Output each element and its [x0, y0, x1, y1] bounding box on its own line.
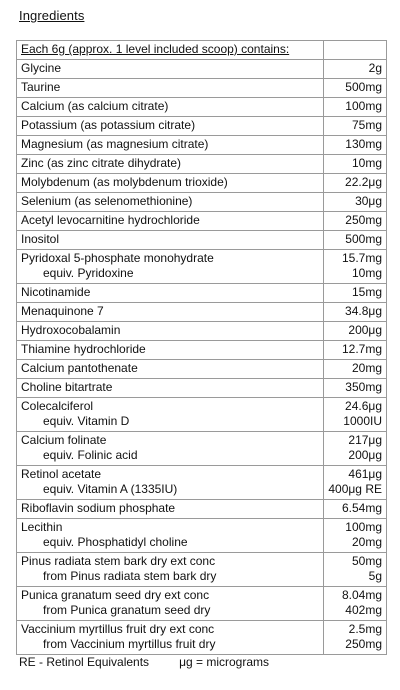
ingredient-equivalent-amount: 1000IU — [343, 414, 382, 428]
ingredient-amount-cell — [324, 212, 387, 231]
ingredient-name: Thiamine hydrochloride — [21, 342, 146, 356]
ingredient-name-cell — [17, 303, 324, 322]
table-row — [17, 360, 387, 379]
ingredient-equivalent-amount: 402mg — [345, 603, 382, 617]
ingredient-name-cell — [17, 621, 324, 655]
ingredient-amount-cell — [324, 193, 387, 212]
ingredient-equivalent-name: equiv. Phosphatidyl choline — [43, 535, 188, 549]
ingredient-amount-cell — [324, 379, 387, 398]
table-row — [17, 174, 387, 193]
ingredient-name: Pyridoxal 5-phosphate monohydrate — [21, 251, 214, 265]
ingredient-name-cell — [17, 284, 324, 303]
ingredient-amount: 130mg — [345, 137, 382, 151]
footnote-retinol-equivalents: RE - Retinol Equivalents — [19, 655, 150, 669]
table-header-label: Each 6g (approx. 1 level included scoop) contains: — [17, 41, 324, 60]
table-row — [17, 117, 387, 136]
ingredient-amount: 350mg — [345, 380, 382, 394]
ingredient-amount: 75mg — [351, 118, 382, 132]
ingredient-name: Calcium pantothenate — [21, 361, 138, 375]
ingredient-name-cell — [17, 360, 324, 379]
ingredient-amount-cell — [324, 60, 387, 79]
ingredient-name-cell — [17, 466, 324, 500]
table-row — [17, 621, 387, 655]
ingredient-name: Choline bitartrate — [21, 380, 113, 394]
ingredient-name: Retinol acetate — [21, 467, 102, 481]
table-row — [17, 553, 387, 587]
ingredient-amount-cell — [324, 98, 387, 117]
table-row — [17, 398, 387, 432]
table-row — [17, 193, 387, 212]
table-row — [17, 155, 387, 174]
ingredient-equivalent-name: from Pinus radiata stem bark dry — [43, 569, 217, 583]
ingredient-name-cell — [17, 341, 324, 360]
table-row — [17, 250, 387, 284]
page-title: Ingredients — [19, 8, 85, 23]
ingredient-name-cell — [17, 398, 324, 432]
ingredient-amount: 500mg — [345, 232, 382, 246]
table-row — [17, 284, 387, 303]
table-row — [17, 587, 387, 621]
ingredients-table-body — [17, 41, 387, 655]
ingredient-name-cell — [17, 519, 324, 553]
ingredient-name-cell — [17, 155, 324, 174]
ingredient-name: Taurine — [21, 80, 61, 94]
ingredient-name: Molybdenum (as molybdenum trioxide) — [21, 175, 228, 189]
ingredient-name-cell — [17, 500, 324, 519]
table-row — [17, 303, 387, 322]
ingredient-amount-cell — [324, 322, 387, 341]
ingredient-amount-cell — [324, 360, 387, 379]
ingredient-name: Menaquinone 7 — [21, 304, 104, 318]
ingredient-amount-cell — [324, 432, 387, 466]
ingredient-name-cell — [17, 193, 324, 212]
ingredient-equivalent-amount: 400μg RE — [328, 482, 382, 496]
ingredient-name: Zinc (as zinc citrate dihydrate) — [21, 156, 182, 170]
table-row — [17, 136, 387, 155]
ingredient-name-cell — [17, 60, 324, 79]
ingredient-name-cell — [17, 212, 324, 231]
ingredient-name-cell — [17, 587, 324, 621]
ingredient-name-cell — [17, 553, 324, 587]
ingredient-amount: 10mg — [351, 156, 382, 170]
ingredient-equivalent-name: equiv. Pyridoxine — [43, 266, 134, 280]
table-row — [17, 212, 387, 231]
ingredient-amount: 8.04mg — [341, 588, 382, 602]
ingredient-amount-cell — [324, 466, 387, 500]
ingredient-equivalent-name: from Punica granatum seed dry — [43, 603, 211, 617]
table-row — [17, 231, 387, 250]
table-header-amount-cell — [324, 41, 387, 60]
ingredient-name: Punica granatum seed dry ext conc — [21, 588, 210, 602]
ingredient-amount: 2.5mg — [348, 622, 382, 636]
ingredient-name: Potassium (as potassium citrate) — [21, 118, 196, 132]
footnote — [19, 655, 269, 669]
ingredient-amount: 15.7mg — [341, 251, 382, 265]
ingredient-amount-cell — [324, 587, 387, 621]
ingredient-amount: 15mg — [351, 285, 382, 299]
ingredient-amount-cell — [324, 303, 387, 322]
table-row — [17, 432, 387, 466]
ingredient-amount: 250mg — [345, 213, 382, 227]
ingredients-table — [16, 40, 387, 655]
ingredient-name: Glycine — [21, 61, 62, 75]
ingredient-amount: 34.8μg — [345, 304, 382, 318]
ingredient-amount-cell — [324, 136, 387, 155]
ingredient-name-cell — [17, 250, 324, 284]
ingredient-amount: 500mg — [345, 80, 382, 94]
ingredient-name: Pinus radiata stem bark dry ext conc — [21, 554, 216, 568]
ingredient-amount: 24.6μg — [345, 399, 382, 413]
ingredient-name-cell — [17, 322, 324, 341]
table-row — [17, 79, 387, 98]
ingredient-equivalent-amount: 5g — [368, 569, 382, 583]
table-row — [17, 519, 387, 553]
ingredient-name: Nicotinamide — [21, 285, 91, 299]
ingredient-name: Lecithin — [21, 520, 63, 534]
table-header-row — [17, 41, 387, 60]
ingredient-amount-cell — [324, 231, 387, 250]
ingredient-amount-cell — [324, 341, 387, 360]
ingredient-amount: 12.7mg — [341, 342, 382, 356]
table-row — [17, 466, 387, 500]
ingredient-name: Calcium (as calcium citrate) — [21, 99, 169, 113]
table-row — [17, 60, 387, 79]
ingredient-amount: 22.2μg — [345, 175, 382, 189]
footnote-micrograms: μg = micrograms — [179, 655, 269, 669]
ingredient-name: Acetyl levocarnitine hydrochloride — [21, 213, 200, 227]
ingredient-amount: 6.54mg — [341, 501, 382, 515]
ingredient-name-cell — [17, 432, 324, 466]
ingredient-amount-cell — [324, 500, 387, 519]
table-row — [17, 341, 387, 360]
ingredient-name-cell — [17, 136, 324, 155]
ingredient-amount-cell — [324, 621, 387, 655]
ingredient-amount: 20mg — [351, 361, 382, 375]
ingredient-amount-cell — [324, 79, 387, 98]
ingredient-amount-cell — [324, 250, 387, 284]
ingredient-name-cell — [17, 98, 324, 117]
ingredient-equivalent-name: equiv. Folinic acid — [43, 448, 138, 462]
ingredient-name: Riboflavin sodium phosphate — [21, 501, 176, 515]
ingredient-amount: 30μg — [355, 194, 382, 208]
ingredient-name: Selenium (as selenomethionine) — [21, 194, 193, 208]
ingredient-amount-cell — [324, 519, 387, 553]
ingredient-amount: 200μg — [348, 323, 382, 337]
ingredient-amount-cell — [324, 553, 387, 587]
ingredient-amount: 2g — [368, 61, 382, 75]
ingredient-equivalent-name: from Vaccinium myrtillus fruit dry — [43, 637, 216, 651]
table-row — [17, 322, 387, 341]
ingredient-name-cell — [17, 174, 324, 193]
ingredient-name-cell — [17, 117, 324, 136]
ingredient-name-cell — [17, 79, 324, 98]
ingredient-amount: 217μg — [348, 433, 382, 447]
ingredient-equivalent-amount: 10mg — [351, 266, 382, 280]
ingredient-amount: 100mg — [345, 99, 382, 113]
table-row — [17, 500, 387, 519]
ingredient-amount-cell — [324, 284, 387, 303]
ingredient-name-cell — [17, 231, 324, 250]
ingredient-name: Inositol — [21, 232, 60, 246]
ingredient-name: Hydroxocobalamin — [21, 323, 121, 337]
ingredient-equivalent-name: equiv. Vitamin D — [43, 414, 130, 428]
ingredient-name: Colecalciferol — [21, 399, 94, 413]
ingredient-amount-cell — [324, 174, 387, 193]
ingredient-equivalent-amount: 20mg — [351, 535, 382, 549]
ingredient-equivalent-name: equiv. Vitamin A (1335IU) — [43, 482, 178, 496]
ingredient-equivalent-amount: 250mg — [345, 637, 382, 651]
ingredient-amount-cell — [324, 398, 387, 432]
ingredient-amount: 461μg — [348, 467, 382, 481]
ingredient-name: Calcium folinate — [21, 433, 107, 447]
ingredient-name: Magnesium (as magnesium citrate) — [21, 137, 209, 151]
ingredient-amount: 50mg — [351, 554, 382, 568]
ingredient-equivalent-amount: 200μg — [348, 448, 382, 462]
ingredient-amount-cell — [324, 155, 387, 174]
ingredient-name: Vaccinium myrtillus fruit dry ext conc — [21, 622, 215, 636]
ingredient-amount-cell — [324, 117, 387, 136]
table-row — [17, 98, 387, 117]
ingredient-name-cell — [17, 379, 324, 398]
ingredient-amount: 100mg — [345, 520, 382, 534]
table-row — [17, 379, 387, 398]
